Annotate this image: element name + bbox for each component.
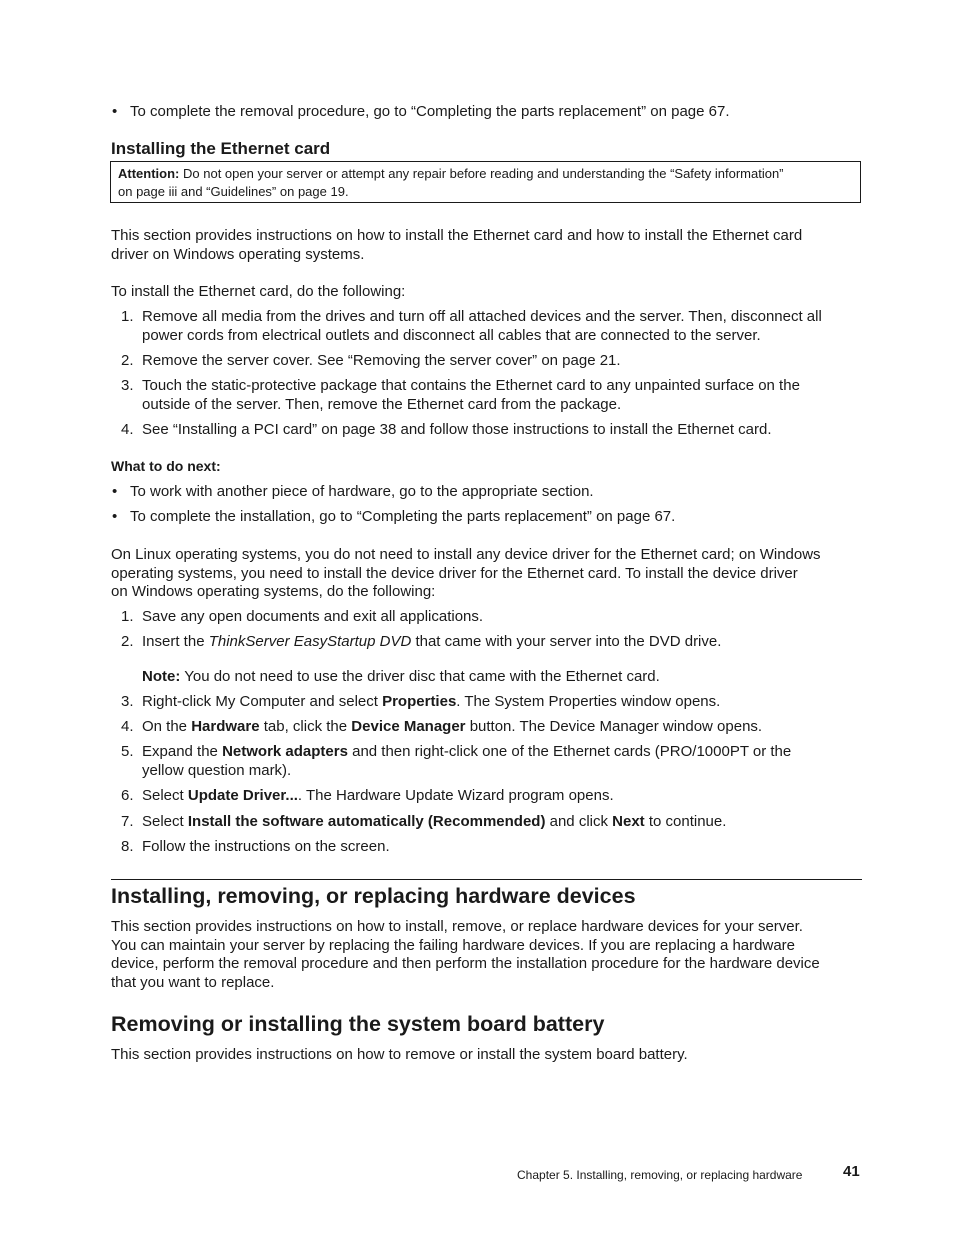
paragraph-line: This section provides instructions on how to install, remove, or replace hardware devices for your server. <box>111 918 803 935</box>
step-text: power cords from electrical outlets and disconnect all cables that are connected to the server. <box>142 326 761 344</box>
step-text: Save any open documents and exit all applications. <box>142 608 484 625</box>
bullet-text: To work with another piece of hardware, go to the appropriate section. <box>130 483 594 500</box>
step-text: button. The Device Manager window opens. <box>465 718 763 735</box>
step-number: 1. <box>121 308 134 325</box>
step-text: and click <box>545 813 613 830</box>
section-heading-ethernet: Installing the Ethernet card <box>111 139 331 158</box>
step-text: outside of the server. Then, remove the Ethernet card from the package. <box>142 395 622 413</box>
step-text: tab, click the <box>259 718 352 735</box>
attention-line: Do not open your server or attempt any repair before reading and understanding the “Safety information” <box>183 166 784 181</box>
paragraph-line: device, perform the removal procedure and then perform the installation procedure for the hardware device <box>111 955 820 972</box>
paragraph: This section provides instructions on how to remove or install the system board battery. <box>111 1046 688 1063</box>
step-text: Remove the server cover. See “Removing the server cover” on page 21. <box>142 352 621 369</box>
paragraph: To install the Ethernet card, do the following: <box>111 283 406 300</box>
step-number: 8. <box>121 838 134 855</box>
section-divider <box>111 879 862 880</box>
ui-term: Hardware <box>191 718 260 735</box>
bullet-text: To complete the removal procedure, go to “Completing the parts replacement” on page 67. <box>130 103 730 120</box>
note-label: Note: <box>142 668 181 685</box>
ui-term: Properties <box>382 693 457 710</box>
step-text: Follow the instructions on the screen. <box>142 838 390 855</box>
paragraph-line: that you want to replace. <box>111 973 275 991</box>
step-text: On the <box>142 718 192 735</box>
step-text: Touch the static-protective package that contains the Ethernet card to any unpainted surface on the <box>142 377 800 394</box>
ui-term: Device Manager <box>351 718 466 735</box>
attention-line: on page iii and “Guidelines” on page 19. <box>118 183 349 199</box>
note <box>142 668 660 687</box>
product-name: ThinkServer EasyStartup DVD <box>208 633 412 650</box>
page-number: 41 <box>843 1163 860 1180</box>
paragraph <box>111 546 861 602</box>
step-number: 5. <box>121 743 134 760</box>
step-text: Expand the <box>142 743 223 760</box>
step-number: 7. <box>121 813 134 830</box>
ui-term: Network adapters <box>222 743 348 760</box>
paragraph-line: You can maintain your server by replacing the failing hardware devices. If you are replacing a hardware <box>111 936 795 954</box>
step-text: and then right-click one of the Ethernet cards (PRO/1000PT or the <box>347 743 792 760</box>
step-number: 4. <box>121 421 134 438</box>
step-number: 3. <box>121 693 134 710</box>
ui-term: Next <box>612 813 645 830</box>
step-text: that came with your server into the DVD drive. <box>411 633 722 650</box>
step-text: yellow question mark). <box>142 761 292 779</box>
paragraph <box>111 918 861 992</box>
step-text: Right-click My Computer and select <box>142 693 383 710</box>
step-number: 1. <box>121 608 134 625</box>
footer-chapter: Chapter 5. Installing, removing, or replacing hardware <box>517 1168 803 1182</box>
step-number: 2. <box>121 633 134 650</box>
bullet: • <box>112 508 118 525</box>
paragraph-line: This section provides instructions on how to install the Ethernet card and how to install the Ethernet card <box>111 227 803 244</box>
step-number: 6. <box>121 787 134 804</box>
step-text: Insert the <box>142 633 209 650</box>
step-text: to continue. <box>644 813 727 830</box>
attention-label: Attention: <box>118 166 180 181</box>
step-number: 4. <box>121 718 134 735</box>
paragraph-line: operating systems, you need to install the device driver for the Ethernet card. To install the device driver <box>111 564 798 582</box>
step-text: Remove all media from the drives and turn off all attached devices and the server. Then, disconnect all <box>142 308 822 325</box>
ui-term: Update Driver... <box>187 787 298 804</box>
attention-text <box>118 165 856 200</box>
paragraph <box>111 227 861 264</box>
bullet: • <box>112 483 118 500</box>
paragraph-line: on Windows operating systems, do the following: <box>111 583 436 600</box>
step-text: . The System Properties window opens. <box>456 693 721 710</box>
step-text: See “Installing a PCI card” on page 38 and follow those instructions to install the Ethernet card. <box>142 421 772 438</box>
what-to-do-next-heading: What to do next: <box>111 458 221 474</box>
step-text: Select <box>142 813 188 830</box>
bullet-text: To complete the installation, go to “Completing the parts replacement” on page 67. <box>130 508 676 525</box>
bullet: • <box>112 103 118 120</box>
step-text: Select <box>142 787 188 804</box>
paragraph-line: On Linux operating systems, you do not need to install any device driver for the Ethernet card; on Windows <box>111 546 821 563</box>
section-heading-battery: Removing or installing the system board battery <box>111 1012 605 1036</box>
step-number: 2. <box>121 352 134 369</box>
step-number: 3. <box>121 377 134 394</box>
ui-term: Install the software automatically (Recommended) <box>187 813 546 830</box>
step-text: . The Hardware Update Wizard program opens. <box>297 787 614 804</box>
note-text: You do not need to use the driver disc that came with the Ethernet card. <box>180 668 660 685</box>
section-heading-hardware: Installing, removing, or replacing hardware devices <box>111 884 636 908</box>
paragraph-line: driver on Windows operating systems. <box>111 245 365 263</box>
